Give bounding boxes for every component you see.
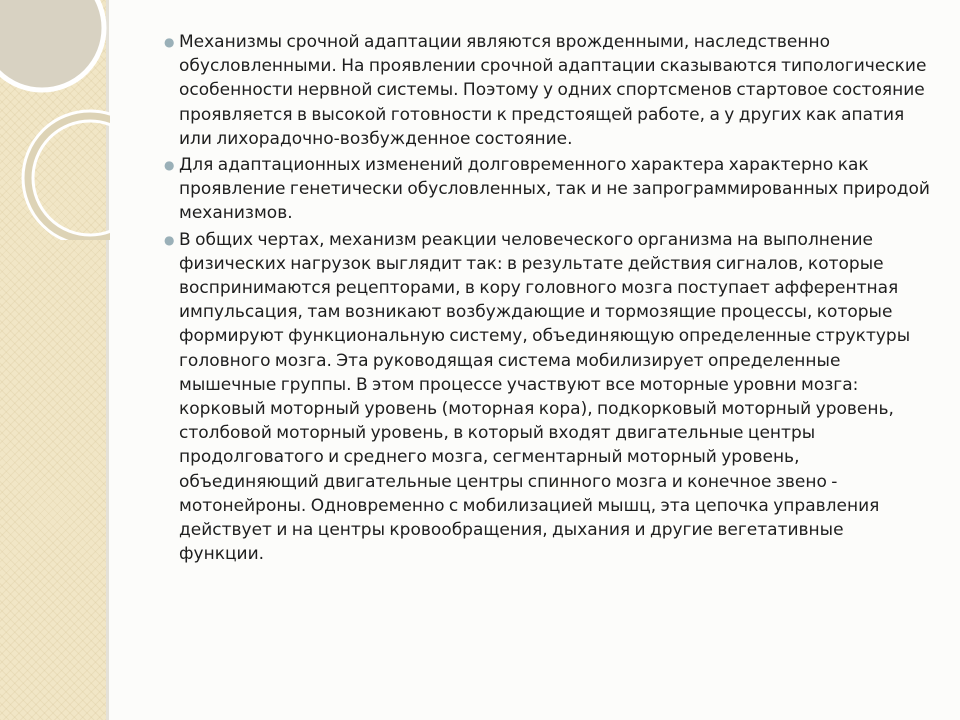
content-text	[160, 30, 930, 568]
bullet-dot-icon: ●	[164, 35, 175, 49]
bullet-item-2	[160, 153, 930, 226]
bullet-dot-icon: ●	[164, 232, 175, 247]
bullet-text-3: В общих чертах, механизм реакции человеческого организма на выполнение физических нагрузок выглядит так: в результате действия сигналов, которые воспринимаются рецепторами, в кору головного мозга поступает афферентная импульсация, там возникают возбуждающие и тормозящие процессы, которые формируют функциональную систему, объединяющую определенные структуры головного мозга. Эта руководящая система мобилизирует определенные мышечные группы. В этом процессе участвуют все моторные уровни мозга: корковый моторный уровень (моторная кора), подкорковый моторный уровень, столбовой моторный уровень, в который входят двигательные центры продолговатого и среднего мозга, сегментарный моторный уровень, объединяющий двигательные центры спинного мозга и конечное звено - мотонейроны. Одновременно с мобилизацией мышц, эта цепочка управления действует и на центры кровообращения, дыхания и другие вегетативные функции.	[179, 229, 911, 565]
bullet-dot-icon: ●	[164, 158, 175, 173]
bullet-text-2: Для адаптационных изменений долговременного характера характерно как проявление генетически обусловленных, так и не запрограммированных природой механизмов.	[179, 155, 930, 224]
decorative-ring-outer	[28, 116, 110, 240]
bullet-item-1	[160, 30, 930, 151]
bullet-item-3	[160, 228, 930, 567]
bullet-text-1: Механизмы срочной адаптации являются врожденными, наследственно обусловленными. На проявлении срочной адаптации сказываются типологические особенности нервной системы. Поэтому у одних спортсменов стартовое состояние проявляется в высокой готовности к предстоящей работе, а у других как апатия или лихорадочно-возбужденное состояние.	[179, 32, 927, 149]
decorative-rings	[0, 0, 110, 240]
decorative-ring-top	[0, 0, 104, 90]
